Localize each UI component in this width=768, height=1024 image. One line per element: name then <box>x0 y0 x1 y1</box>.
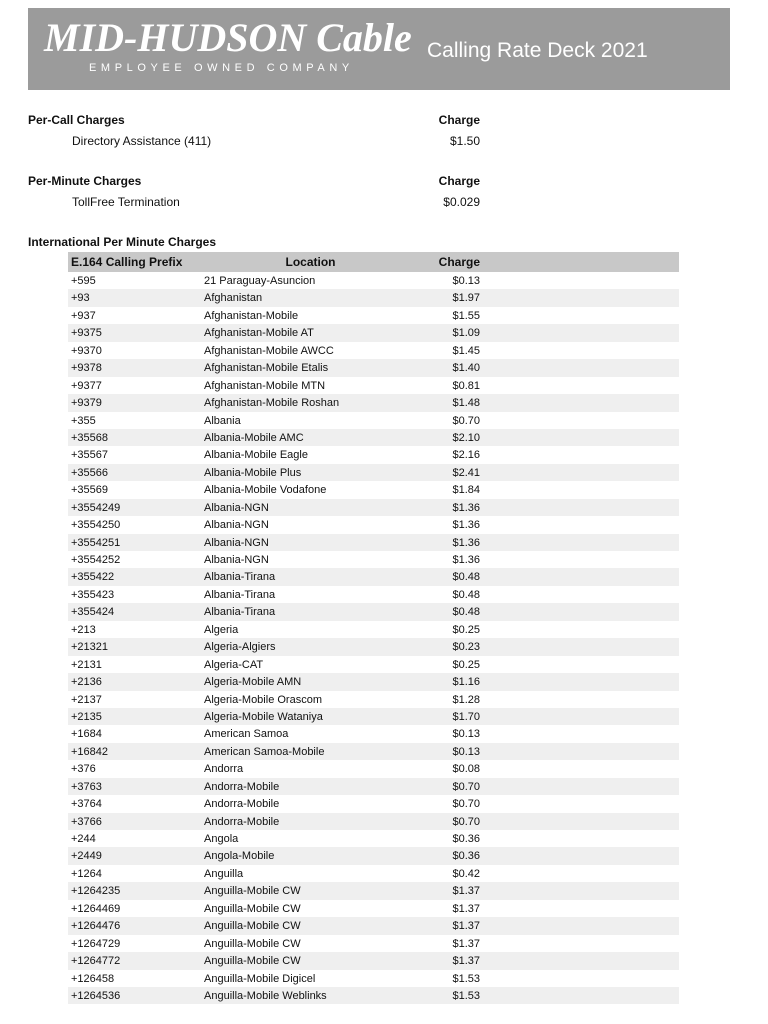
table-row <box>68 656 679 673</box>
row-prefix: +937 <box>71 309 96 322</box>
per-minute-item-value: $0.029 <box>443 195 480 209</box>
table-row <box>68 970 679 987</box>
row-location: Albania-Mobile Eagle <box>204 449 308 462</box>
table-row <box>68 499 679 516</box>
row-location: Anguilla-Mobile CW <box>204 937 301 950</box>
row-prefix: +355423 <box>71 588 115 601</box>
table-body <box>68 272 679 1004</box>
row-location: Angola-Mobile <box>204 850 275 863</box>
row-location: Algeria-Mobile Wataniya <box>204 710 323 723</box>
table-row <box>68 847 679 864</box>
row-location: Afghanistan-Mobile Etalis <box>204 362 329 375</box>
row-charge: $0.13 <box>452 745 480 758</box>
row-prefix: +3554251 <box>71 536 121 549</box>
row-location: Afghanistan-Mobile AWCC <box>204 344 334 357</box>
row-charge: $1.70 <box>452 710 480 723</box>
row-charge: $1.36 <box>452 536 480 549</box>
row-charge: $0.13 <box>452 275 480 287</box>
company-logo-wordmark: MID-HUDSON Cable <box>44 15 412 60</box>
row-charge: $0.70 <box>452 798 480 811</box>
row-prefix: +9377 <box>71 379 102 392</box>
row-charge: $0.70 <box>452 414 480 427</box>
row-charge: $1.37 <box>452 885 480 898</box>
table-row <box>68 935 679 952</box>
table-row <box>68 743 679 760</box>
table-row <box>68 865 679 882</box>
row-prefix: +376 <box>71 763 96 776</box>
row-prefix: +35568 <box>71 431 109 444</box>
row-prefix: +3554250 <box>71 519 121 532</box>
row-prefix: +9378 <box>71 362 102 375</box>
table-row <box>68 900 679 917</box>
table-row <box>68 725 679 742</box>
row-prefix: +1264 <box>71 867 102 880</box>
row-location: Albania-Tirana <box>204 606 276 619</box>
row-charge: $1.55 <box>452 309 480 322</box>
per-call-item-label: Directory Assistance (411) <box>72 134 212 148</box>
table-row <box>68 917 679 934</box>
row-location: Albania-Mobile Vodafone <box>204 484 327 497</box>
table-row <box>68 307 679 324</box>
row-prefix: +21321 <box>71 641 109 654</box>
row-prefix: +35569 <box>71 484 109 497</box>
row-location: Anguilla-Mobile CW <box>204 902 301 915</box>
row-charge: $1.36 <box>452 501 480 514</box>
per-call-section-title: Per-Call Charges <box>28 113 125 127</box>
row-location: Andorra <box>204 763 244 776</box>
table-row <box>68 289 679 306</box>
row-charge: $2.10 <box>452 431 480 444</box>
row-charge: $0.23 <box>452 641 480 654</box>
per-minute-item-label: TollFree Termination <box>72 195 180 209</box>
row-charge: $1.53 <box>452 989 480 1002</box>
per-minute-charge-header: Charge <box>438 174 480 188</box>
row-location: Anguilla-Mobile CW <box>204 955 301 968</box>
row-charge: $1.37 <box>452 920 480 933</box>
table-row <box>68 481 679 498</box>
row-prefix: +3766 <box>71 815 102 828</box>
row-location: Albania-Tirana <box>204 571 276 584</box>
column-header-charge: Charge <box>438 255 480 269</box>
row-prefix: +9370 <box>71 344 102 357</box>
row-charge: $0.48 <box>452 606 480 619</box>
row-prefix: +1264536 <box>71 989 121 1002</box>
row-prefix: +595 <box>71 275 96 287</box>
row-charge: $1.16 <box>452 676 480 689</box>
row-prefix: +35566 <box>71 466 109 479</box>
row-location: Anguilla-Mobile Digicel <box>204 972 316 985</box>
row-charge: $0.70 <box>452 815 480 828</box>
row-prefix: +1264729 <box>71 937 121 950</box>
per-call-charge-header: Charge <box>438 113 480 127</box>
company-logo-tagline: EMPLOYEE OWNED COMPANY <box>89 62 354 74</box>
row-location: Albania-NGN <box>204 554 269 566</box>
row-charge: $2.16 <box>452 449 480 462</box>
row-prefix: +1264476 <box>71 920 121 933</box>
table-row <box>68 603 679 620</box>
row-prefix: +244 <box>71 833 96 845</box>
row-location: Anguilla <box>204 867 244 880</box>
row-location: American Samoa <box>204 728 289 741</box>
document-title: Calling Rate Deck 2021 <box>427 39 648 62</box>
table-row <box>68 882 679 899</box>
row-prefix: +2137 <box>71 693 102 706</box>
table-row <box>68 551 679 568</box>
row-location: Andorra-Mobile <box>204 798 280 811</box>
row-location: Albania-Mobile AMC <box>204 431 304 444</box>
row-charge: $0.48 <box>452 588 480 601</box>
row-charge: $0.13 <box>452 728 480 741</box>
row-location: Algeria-Mobile Orascom <box>204 693 322 706</box>
row-prefix: +126458 <box>71 972 115 985</box>
row-prefix: +2135 <box>71 710 102 723</box>
table-row <box>68 621 679 638</box>
row-location: 21 Paraguay-Asuncion <box>204 275 316 287</box>
row-charge: $0.42 <box>452 867 480 880</box>
row-location: Algeria-Mobile AMN <box>204 676 302 689</box>
row-prefix: +1264772 <box>71 955 121 968</box>
row-location: Albania-NGN <box>204 536 269 549</box>
table-row <box>68 586 679 603</box>
table-row <box>68 673 679 690</box>
row-location: Anguilla-Mobile Weblinks <box>204 989 327 1002</box>
table-row <box>68 952 679 969</box>
table-row <box>68 342 679 359</box>
table-row <box>68 638 679 655</box>
row-prefix: +93 <box>71 292 90 305</box>
table-header-row <box>68 252 679 272</box>
table-row <box>68 830 679 847</box>
row-prefix: +1264469 <box>71 902 121 915</box>
row-location: Afghanistan-Mobile Roshan <box>204 397 340 410</box>
row-location: Anguilla-Mobile CW <box>204 920 301 933</box>
table-row <box>68 778 679 795</box>
row-prefix: +3554252 <box>71 554 121 566</box>
row-charge: $2.41 <box>452 466 480 479</box>
column-header-prefix: E.164 Calling Prefix <box>71 255 183 269</box>
row-charge: $0.25 <box>452 658 480 671</box>
row-charge: $1.48 <box>452 397 480 410</box>
row-charge: $1.37 <box>452 955 480 968</box>
row-location: Andorra-Mobile <box>204 815 280 828</box>
table-row <box>68 324 679 341</box>
row-location: Algeria <box>204 623 239 636</box>
row-prefix: +3554249 <box>71 501 121 514</box>
document-header <box>28 8 730 90</box>
row-prefix: +16842 <box>71 745 109 758</box>
table-row <box>68 691 679 708</box>
row-prefix: +1684 <box>71 728 102 741</box>
row-prefix: +2136 <box>71 676 102 689</box>
table-row <box>68 272 679 289</box>
table-row <box>68 760 679 777</box>
row-prefix: +2131 <box>71 658 102 671</box>
row-prefix: +3763 <box>71 780 102 793</box>
row-charge: $1.37 <box>452 902 480 915</box>
column-header-location: Location <box>285 255 336 269</box>
row-prefix: +1264235 <box>71 885 121 898</box>
table-row <box>68 464 679 481</box>
row-location: Afghanistan <box>204 292 263 305</box>
row-charge: $1.09 <box>452 327 480 340</box>
row-charge: $0.36 <box>452 833 480 845</box>
row-charge: $1.97 <box>452 292 480 305</box>
row-charge: $0.70 <box>452 780 480 793</box>
row-charge: $1.84 <box>452 484 480 497</box>
row-location: Afghanistan-Mobile MTN <box>204 379 326 392</box>
row-prefix: +3764 <box>71 798 102 811</box>
table-row <box>68 516 679 533</box>
row-charge: $1.36 <box>452 554 480 566</box>
row-charge: $1.36 <box>452 519 480 532</box>
table-row <box>68 795 679 812</box>
row-location: Afghanistan-Mobile <box>204 309 299 322</box>
table-row <box>68 377 679 394</box>
per-minute-section-title: Per-Minute Charges <box>28 174 142 188</box>
row-prefix: +9379 <box>71 397 102 410</box>
table-row <box>68 429 679 446</box>
row-charge: $1.28 <box>452 693 480 706</box>
row-prefix: +213 <box>71 623 96 636</box>
row-location: Albania-Tirana <box>204 588 276 601</box>
row-location: Albania <box>204 414 241 427</box>
table-row <box>68 708 679 725</box>
table-row <box>68 446 679 463</box>
international-section-title: International Per Minute Charges <box>28 235 217 249</box>
row-location: Andorra-Mobile <box>204 780 280 793</box>
table-row <box>68 813 679 830</box>
table-row <box>68 412 679 429</box>
row-location: Afghanistan-Mobile AT <box>204 327 314 340</box>
row-charge: $0.08 <box>452 763 480 776</box>
row-prefix: +2449 <box>71 850 102 863</box>
row-location: American Samoa-Mobile <box>204 745 325 758</box>
row-location: Albania-NGN <box>204 519 269 532</box>
row-prefix: +9375 <box>71 327 102 340</box>
row-location: Algeria-Algiers <box>204 641 276 654</box>
row-charge: $0.48 <box>452 571 480 584</box>
row-location: Albania-Mobile Plus <box>204 466 302 479</box>
row-location: Angola <box>204 833 239 845</box>
row-charge: $0.81 <box>452 379 480 392</box>
row-location: Albania-NGN <box>204 501 269 514</box>
row-charge: $1.40 <box>452 362 480 375</box>
table-row <box>68 394 679 411</box>
table-row <box>68 568 679 585</box>
row-charge: $0.36 <box>452 850 480 863</box>
row-prefix: +355422 <box>71 571 115 584</box>
row-prefix: +355424 <box>71 606 115 619</box>
row-prefix: +35567 <box>71 449 109 462</box>
per-call-item-value: $1.50 <box>449 134 480 148</box>
row-charge: $1.45 <box>452 344 480 357</box>
row-charge: $1.37 <box>452 937 480 950</box>
table-row <box>68 534 679 551</box>
row-location: Anguilla-Mobile CW <box>204 885 301 898</box>
row-prefix: +355 <box>71 414 96 427</box>
row-charge: $0.25 <box>452 623 480 636</box>
table-row <box>68 359 679 376</box>
international-rates-table <box>68 252 679 1004</box>
row-location: Algeria-CAT <box>204 658 264 671</box>
row-charge: $1.53 <box>452 972 480 985</box>
table-row <box>68 987 679 1004</box>
